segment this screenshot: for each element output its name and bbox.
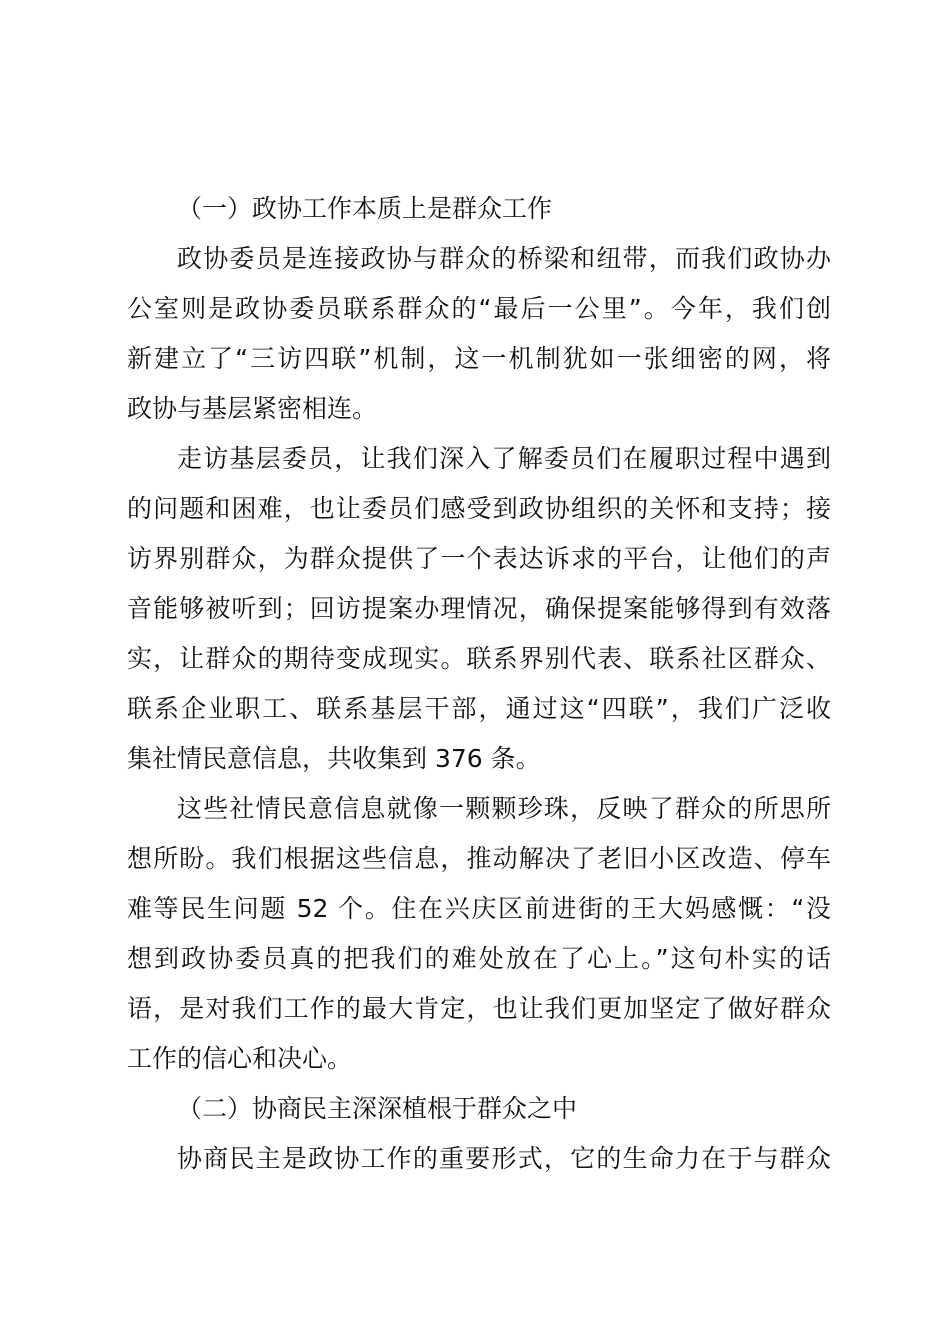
- paragraph-line: 这些社情民意信息就像一颗颗珍珠，反映了群众的所思所: [177, 794, 831, 823]
- paragraph-line: 公室则是政协委员联系群众的“最后一公里”。今年，我们创: [127, 294, 831, 323]
- section-heading-2: （二）协商民主深深植根于群众之中: [177, 1094, 578, 1123]
- paragraph-line: 实，让群众的期待变成现实。联系界别代表、联系社区群众、: [127, 644, 831, 673]
- paragraph-line: 联系企业职工、联系基层干部，通过这“四联”，我们广泛收: [127, 694, 831, 723]
- paragraph-line: 工作的信心和决心。: [127, 1044, 353, 1073]
- document-body: [127, 184, 831, 1184]
- paragraph-line: 政协与基层紧密相连。: [127, 394, 378, 423]
- paragraph-line: 政协委员是连接政协与群众的桥梁和纽带，而我们政协办: [177, 244, 831, 273]
- paragraph-line: 想到政协委员真的把我们的难处放在了心上。”这句朴实的话: [127, 944, 831, 973]
- section-heading-1: （一）政协工作本质上是群众工作: [177, 194, 553, 223]
- paragraph-line: 访界别群众，为群众提供了一个表达诉求的平台，让他们的声: [127, 544, 831, 573]
- paragraph-4: [127, 1134, 831, 1184]
- paragraph-line: 新建立了“三访四联”机制，这一机制犹如一张细密的网，将: [127, 344, 831, 373]
- paragraph-line: 协商民主是政协工作的重要形式，它的生命力在于与群众: [177, 1144, 831, 1173]
- paragraph-line: 音能够被听到；回访提案办理情况，确保提案能够得到有效落: [127, 594, 831, 623]
- paragraph-line: 语，是对我们工作的最大肯定，也让我们更加坚定了做好群众: [127, 994, 831, 1023]
- paragraph-line: 难等民生问题 52 个。住在兴庆区前进街的王大妈感慨：“没: [127, 894, 831, 923]
- paragraph-3: [127, 784, 831, 1084]
- paragraph-2: [127, 434, 831, 784]
- paragraph-line: 集社情民意信息，共收集到 376 条。: [127, 744, 541, 773]
- paragraph-1: [127, 234, 831, 434]
- paragraph-line: 想所盼。我们根据这些信息，推动解决了老旧小区改造、停车: [127, 844, 831, 873]
- paragraph-line: 的问题和困难，也让委员们感受到政协组织的关怀和支持；接: [127, 494, 831, 523]
- paragraph-line: 走访基层委员，让我们深入了解委员们在履职过程中遇到: [177, 444, 831, 473]
